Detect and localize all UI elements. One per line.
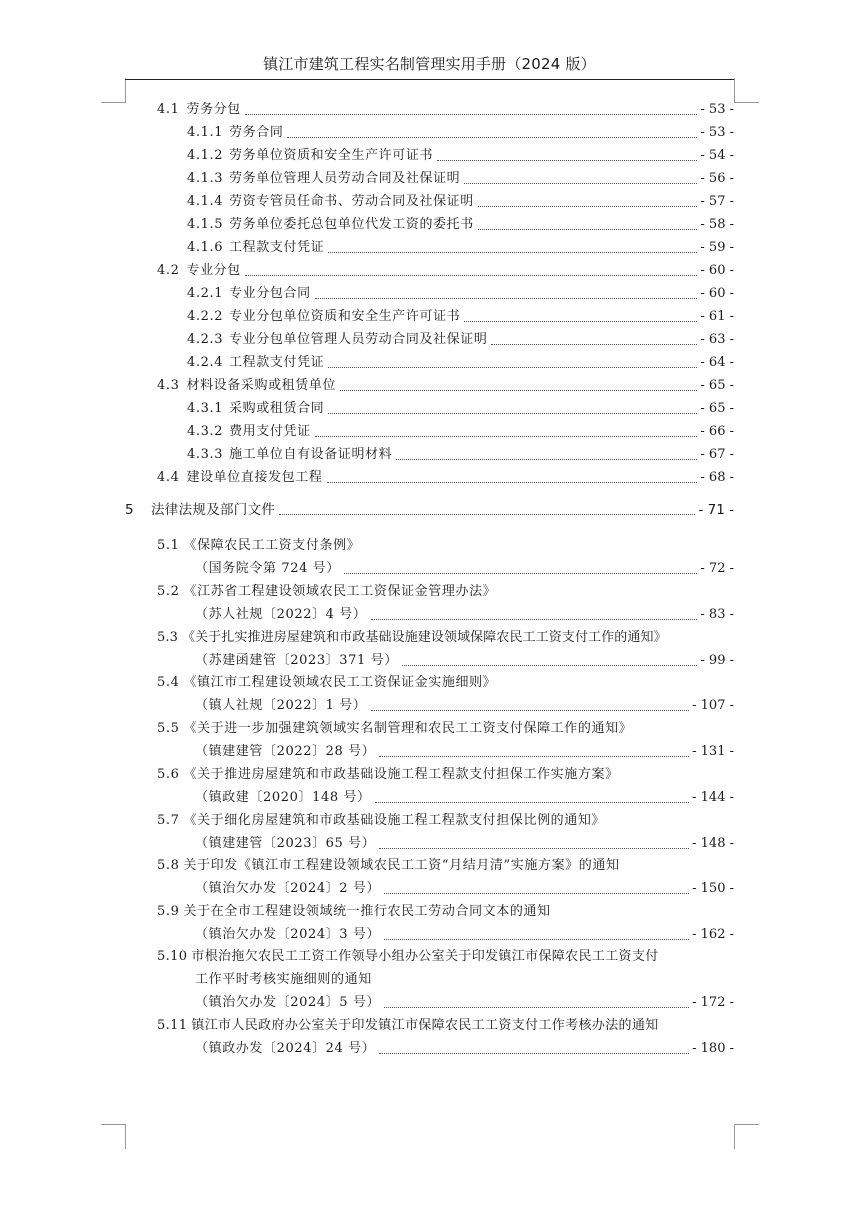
toc-title: 《关于推进房屋建筑和市政基础设施工程工程款支付担保工作实施方案》 xyxy=(183,767,619,782)
toc-number: 5.3 xyxy=(157,630,178,645)
toc-page-number: - 53 - xyxy=(700,102,734,117)
dot-leader xyxy=(384,892,689,894)
toc-doc-number: （镇建建管〔2023〕65 号） xyxy=(195,836,376,851)
toc-title: 关于印发《镇江市工程建设领域农民工工资“月结月清”实施方案》的通知 xyxy=(183,858,620,873)
toc-entry-5-1[interactable] xyxy=(157,537,734,555)
toc-number: 4.3.1 xyxy=(187,401,224,416)
toc-title: 劳资专管员任命书、劳动合同及社保证明 xyxy=(229,194,474,209)
toc-title: 《江苏省工程建设领域农民工工资保证金管理办法》 xyxy=(183,584,497,599)
toc-page-number: - 60 - xyxy=(700,263,734,278)
dot-leader xyxy=(245,113,698,115)
toc-entry-4-1-4[interactable] xyxy=(187,193,734,211)
toc-doc-number: （苏建函建管〔2023〕371 号） xyxy=(195,653,398,668)
toc-entry-4-2[interactable] xyxy=(157,262,734,280)
dot-leader xyxy=(437,159,697,161)
toc-title: 法律法规及部门文件 xyxy=(151,502,276,518)
toc-page-number: - 61 - xyxy=(700,309,734,324)
toc-entry-5-4[interactable] xyxy=(157,674,734,692)
toc-entry-4-1[interactable] xyxy=(157,101,734,119)
toc-title: 劳务合同 xyxy=(229,125,284,140)
dot-leader xyxy=(315,297,698,299)
dot-leader xyxy=(464,320,697,322)
dot-leader xyxy=(478,205,698,207)
toc-page-number: - 148 - xyxy=(692,836,734,851)
toc-entry-4-1-2[interactable] xyxy=(187,147,734,165)
toc-page-number: - 64 - xyxy=(700,355,734,370)
toc-number: 4.1.1 xyxy=(187,125,224,140)
toc-page-number: - 107 - xyxy=(692,698,734,713)
running-header: 镇江市建筑工程实名制管理实用手册（2024 版） xyxy=(125,53,734,80)
dot-leader xyxy=(328,366,697,368)
toc-page-number: - 144 - xyxy=(692,790,734,805)
dot-leader xyxy=(396,458,697,460)
toc-page-number: - 63 - xyxy=(700,332,734,347)
toc-doc-number: （镇建建管〔2022〕28 号） xyxy=(195,744,376,759)
toc-entry-4-2-4[interactable] xyxy=(187,354,734,372)
dot-leader xyxy=(478,228,698,230)
toc-title: 费用支付凭证 xyxy=(229,424,311,439)
toc-number: 4.3 xyxy=(157,378,180,393)
dot-leader xyxy=(402,664,698,666)
toc-entry-4-1-5[interactable] xyxy=(187,216,734,234)
toc-title: 镇江市人民政府办公室关于印发镇江市保障农民工工资支付工作考核办法的通知 xyxy=(191,1018,659,1033)
toc-entry-5-7[interactable] xyxy=(157,812,734,830)
toc-entry-4-3[interactable] xyxy=(157,377,734,395)
toc-page-number: - 71 - xyxy=(698,502,734,518)
toc-number: 5.11 xyxy=(157,1018,188,1033)
toc-number: 4.2.2 xyxy=(187,309,224,324)
dot-leader xyxy=(328,412,697,414)
toc-entry-5-10[interactable] xyxy=(157,948,734,966)
dot-leader xyxy=(384,1006,689,1008)
toc-page-number: - 99 - xyxy=(700,653,734,668)
toc-entry-5-2[interactable] xyxy=(157,583,734,601)
toc-number: 5 xyxy=(125,502,134,518)
dot-leader xyxy=(384,938,689,940)
toc-page-number: - 83 - xyxy=(700,607,734,622)
toc-number: 4.1.2 xyxy=(187,148,224,163)
toc-page-number: - 67 - xyxy=(700,447,734,462)
toc-title: 采购或租赁合同 xyxy=(229,401,325,416)
toc-doc-number: （镇政办发〔2024〕24 号） xyxy=(195,1041,376,1056)
toc-entry-5-7-doc-no[interactable] xyxy=(195,835,734,853)
toc-title: 市根治拖欠农民工工资工作领导小组办公室关于印发镇江市保障农民工工资支付 xyxy=(191,949,659,964)
toc-page-number: - 53 - xyxy=(700,125,734,140)
toc-entry-4-1-6[interactable] xyxy=(187,239,734,257)
toc-number: 5.2 xyxy=(157,584,180,599)
toc-number: 4.1.6 xyxy=(187,240,224,255)
dot-leader xyxy=(491,343,697,345)
toc-entry-5-3-doc-no[interactable] xyxy=(195,652,734,670)
toc-page-number: - 131 - xyxy=(692,744,734,759)
toc-number: 4.2 xyxy=(157,263,180,278)
toc-doc-number: （镇治欠办发〔2024〕5 号） xyxy=(195,995,381,1010)
toc-page-number: - 68 - xyxy=(700,470,734,485)
toc-title: 劳务单位资质和安全生产许可证书 xyxy=(229,148,434,163)
toc-title: 专业分包单位资质和安全生产许可证书 xyxy=(229,309,461,324)
toc-title: 工程款支付凭证 xyxy=(229,240,325,255)
toc-entry-5-6[interactable] xyxy=(157,766,734,784)
crop-mark-bottom-left xyxy=(101,1124,126,1149)
toc-doc-number: （镇治欠办发〔2024〕3 号） xyxy=(195,927,381,942)
toc-page-number: - 59 - xyxy=(700,240,734,255)
toc-title: 工程款支付凭证 xyxy=(229,355,325,370)
toc-entry-4-2-1[interactable] xyxy=(187,285,734,303)
toc-number: 4.4 xyxy=(157,470,180,485)
dot-leader xyxy=(340,389,697,391)
toc-entry-4-1-3[interactable] xyxy=(187,170,734,188)
toc-number: 4.3.2 xyxy=(187,424,224,439)
toc-title: 《关于扎实推进房屋建筑和市政基础设施建设领域保障农民工工资支付工作的通知》 xyxy=(181,630,667,645)
toc-entry-5-2-doc-no[interactable] xyxy=(195,606,734,624)
toc-page-number: - 72 - xyxy=(700,561,734,576)
toc-entry-5-8[interactable] xyxy=(157,857,734,875)
toc-page-number: - 60 - xyxy=(700,286,734,301)
toc-number: 5.10 xyxy=(157,949,188,964)
dot-leader xyxy=(379,1052,689,1054)
toc-entry-5-10-doc-no[interactable] xyxy=(195,994,734,1012)
toc-page-number: - 180 - xyxy=(692,1041,734,1056)
toc-doc-number: （国务院令第 724 号） xyxy=(195,561,340,576)
toc-title: 《关于进一步加强建筑领域实名制管理和农民工工资支付保障工作的通知》 xyxy=(183,721,633,736)
toc-entry-5-3[interactable] xyxy=(157,629,734,647)
toc-entry-5-1-doc-no[interactable] xyxy=(195,560,734,578)
toc-number: 5.1 xyxy=(157,538,180,553)
dot-leader xyxy=(464,182,697,184)
toc-number: 4.1.3 xyxy=(187,171,224,186)
toc-number: 4.2.1 xyxy=(187,286,224,301)
dot-leader xyxy=(328,251,697,253)
toc-page-number: - 58 - xyxy=(700,217,734,232)
toc-entry-4-4[interactable] xyxy=(157,469,734,487)
toc-number: 5.8 xyxy=(157,858,180,873)
toc-page-number: - 57 - xyxy=(700,194,734,209)
toc-number: 4.3.3 xyxy=(187,447,224,462)
toc-page-number: - 65 - xyxy=(700,378,734,393)
toc-page-number: - 162 - xyxy=(692,927,734,942)
dot-leader xyxy=(379,847,689,849)
toc-entry-5-9-doc-no[interactable] xyxy=(195,926,734,944)
toc-entry-4-3-1[interactable] xyxy=(187,400,734,418)
toc-number: 5.9 xyxy=(157,904,180,919)
toc-number: 4.2.3 xyxy=(187,332,224,347)
toc-entry-5-9[interactable] xyxy=(157,903,734,921)
dot-leader xyxy=(371,709,690,711)
toc-doc-number: （镇治欠办发〔2024〕2 号） xyxy=(195,881,381,896)
toc-entry-5-10-title-cont[interactable] xyxy=(195,971,734,989)
dot-leader xyxy=(315,435,698,437)
toc-number: 4.1 xyxy=(157,102,180,117)
toc-number: 4.2.4 xyxy=(187,355,224,370)
toc-doc-number: （镇政建〔2020〕148 号） xyxy=(195,790,371,805)
toc-title: 劳务单位委托总包单位代发工资的委托书 xyxy=(229,217,474,232)
toc-entry-5-6-doc-no[interactable] xyxy=(195,789,734,807)
toc-entry-5-11[interactable] xyxy=(157,1017,734,1035)
dot-leader xyxy=(245,274,698,276)
dot-leader xyxy=(287,136,697,138)
toc-number: 5.7 xyxy=(157,813,180,828)
toc-number: 5.4 xyxy=(157,675,180,690)
dot-leader xyxy=(279,513,695,515)
toc-title: 关于在全市工程建设领域统一推行农民工劳动合同文本的通知 xyxy=(183,904,551,919)
toc-page-number: - 56 - xyxy=(700,171,734,186)
toc-number: 4.1.4 xyxy=(187,194,224,209)
crop-mark-bottom-right xyxy=(734,1124,759,1149)
toc-entry-4-2-2[interactable] xyxy=(187,308,734,326)
toc-number: 5.6 xyxy=(157,767,180,782)
dot-leader xyxy=(371,618,698,620)
toc-entry-5-5[interactable] xyxy=(157,720,734,738)
toc-number: 5.5 xyxy=(157,721,180,736)
crop-mark-top-right xyxy=(734,78,759,103)
toc-number: 4.1.5 xyxy=(187,217,224,232)
toc-entry-5-8-doc-no[interactable] xyxy=(195,880,734,898)
toc-page-number: - 150 - xyxy=(692,881,734,896)
toc-entry-5-4-doc-no[interactable] xyxy=(195,697,734,715)
toc-title: 施工单位自有设备证明材料 xyxy=(229,447,393,462)
toc-page-number: - 54 - xyxy=(700,148,734,163)
toc-page-number: - 66 - xyxy=(700,424,734,439)
toc-entry-5-5-doc-no[interactable] xyxy=(195,743,734,761)
toc-doc-number: （镇人社规〔2022〕1 号） xyxy=(195,698,367,713)
toc-title: 劳务单位管理人员劳动合同及社保证明 xyxy=(229,171,461,186)
toc-entry-4-3-3[interactable] xyxy=(187,446,734,464)
toc-page-number: - 65 - xyxy=(700,401,734,416)
toc-page-number: - 172 - xyxy=(692,995,734,1010)
crop-mark-top-left xyxy=(101,78,126,103)
toc-title: 建设单位直接发包工程 xyxy=(186,470,323,485)
toc-entry-4-1-1[interactable] xyxy=(187,124,734,142)
dot-leader xyxy=(327,481,698,483)
toc-title: 劳务分包 xyxy=(186,102,241,117)
toc-title: 《关于细化房屋建筑和市政基础设施工程工程款支付担保比例的通知》 xyxy=(183,813,606,828)
toc-title: 《镇江市工程建设领域农民工工资保证金实施细则》 xyxy=(183,675,497,690)
toc-chapter-5[interactable] xyxy=(125,501,734,519)
toc-title: 材料设备采购或租赁单位 xyxy=(186,378,337,393)
toc-entry-5-11-doc-no[interactable] xyxy=(195,1040,734,1058)
toc-title: 专业分包单位管理人员劳动合同及社保证明 xyxy=(229,332,488,347)
dot-leader xyxy=(379,755,689,757)
toc-entry-4-3-2[interactable] xyxy=(187,423,734,441)
toc-entry-4-2-3[interactable] xyxy=(187,331,734,349)
toc-title: 专业分包合同 xyxy=(229,286,311,301)
dot-leader xyxy=(375,801,689,803)
toc-title-continuation: 工作平时考核实施细则的通知 xyxy=(195,972,372,987)
toc-title: 专业分包 xyxy=(186,263,241,278)
toc-title: 《保障农民工工资支付条例》 xyxy=(183,538,361,553)
dot-leader xyxy=(344,572,698,574)
toc-doc-number: （苏人社规〔2022〕4 号） xyxy=(195,607,367,622)
